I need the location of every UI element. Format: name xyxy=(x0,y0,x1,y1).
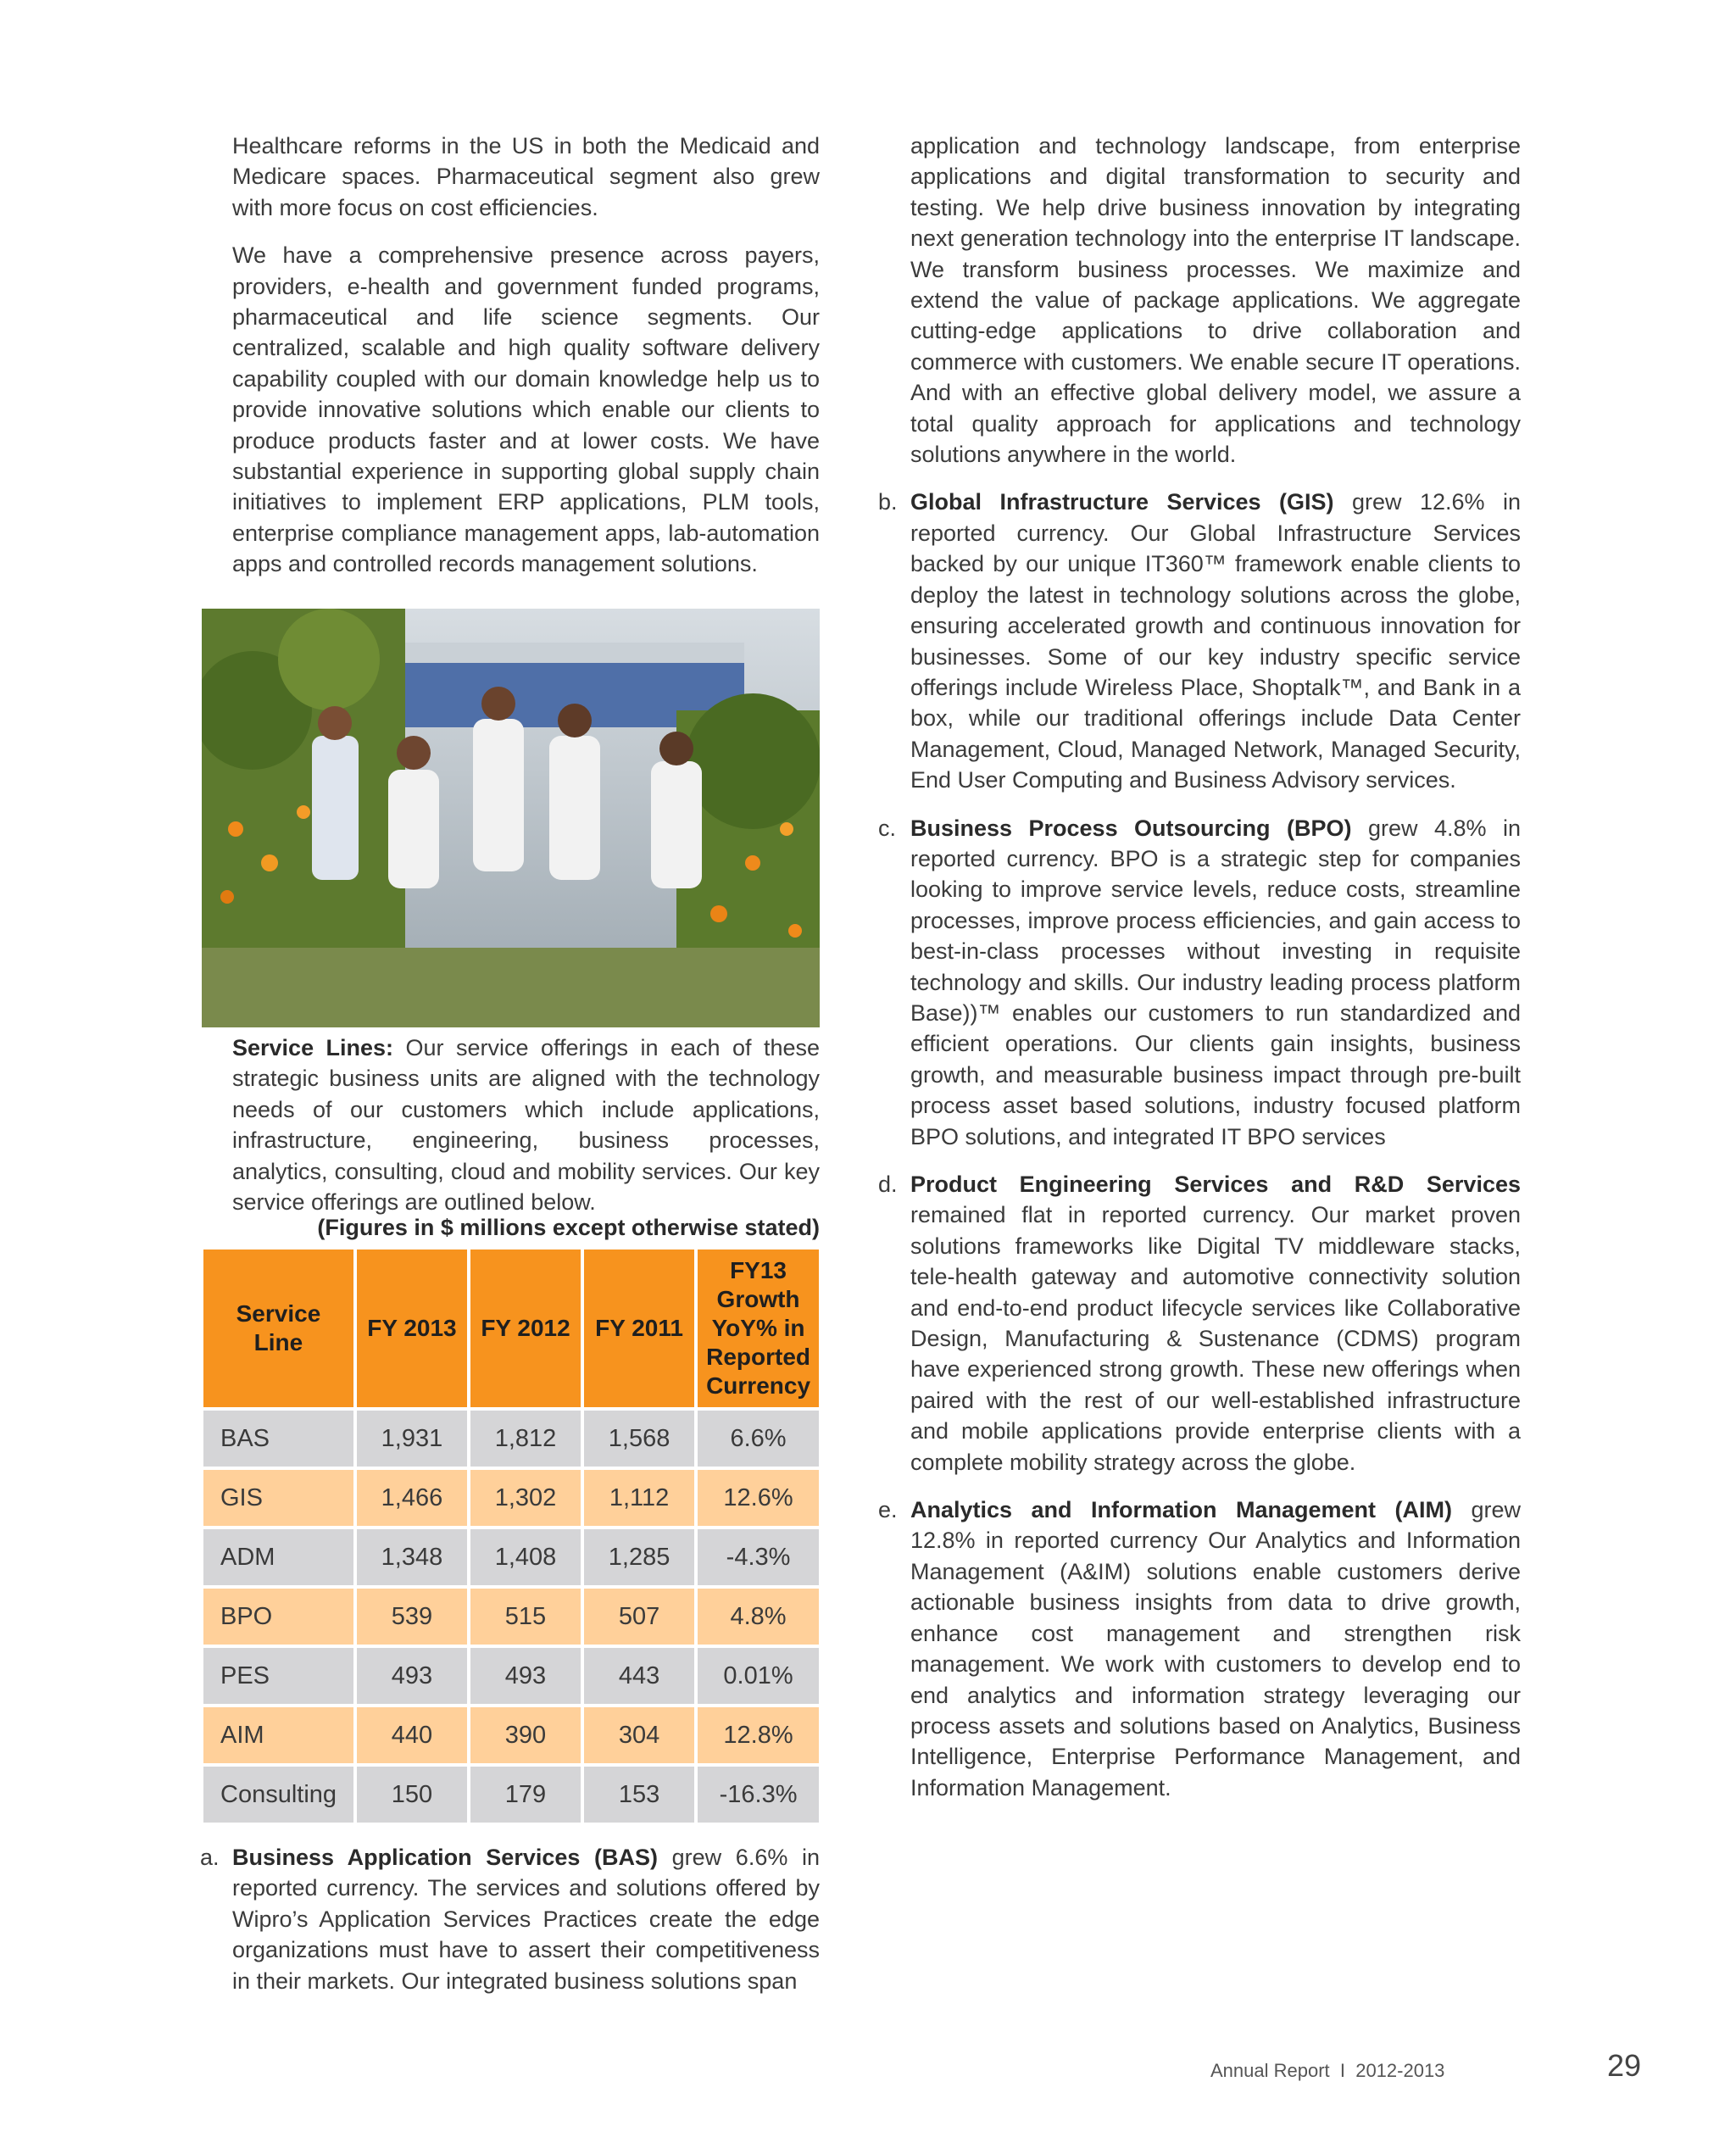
cell-fy2011: 1,285 xyxy=(584,1529,694,1585)
header-fy2012: FY 2012 xyxy=(470,1250,581,1407)
cell-fy2012: 515 xyxy=(470,1589,581,1645)
cell-fy2012: 1,408 xyxy=(470,1529,581,1585)
cell-growth: 4.8% xyxy=(698,1589,819,1645)
table-row xyxy=(203,1767,819,1823)
table-row xyxy=(203,1470,819,1526)
list-item-aim xyxy=(878,1494,1521,1803)
right-column xyxy=(878,131,1521,1820)
cell-growth: 12.8% xyxy=(698,1707,819,1763)
pes-title: Product Engineering Services and R&D Services xyxy=(910,1172,1521,1197)
left-column xyxy=(232,131,820,597)
cell-service-line: GIS xyxy=(203,1470,353,1526)
cell-service-line: Consulting xyxy=(203,1767,353,1823)
cell-fy2012: 179 xyxy=(470,1767,581,1823)
aim-text: grew 12.8% in reported currency Our Analytics and Information Management (A&IM) solutions enable customers derive actionable business insights from data to drive growth, enhance cost management and strengthen risk management. We work with customers to develop end to end analytics and information strategy leveraging our process assets and solutions based on Analytics, Business Intelligence, Enterprise Performance Management, and Information Management. xyxy=(910,1497,1521,1801)
bpo-title: Business Process Outsourcing (BPO) xyxy=(910,815,1352,841)
cell-fy2011: 507 xyxy=(584,1589,694,1645)
photo-illustration xyxy=(202,609,820,1027)
employees-photo xyxy=(202,609,820,1027)
header-growth: FY13 Growth YoY% in Reported Currency xyxy=(698,1250,819,1407)
cell-growth: -4.3% xyxy=(698,1529,819,1585)
list-marker: a. xyxy=(200,1845,220,1870)
cell-fy2012: 1,302 xyxy=(470,1470,581,1526)
list-item-bpo xyxy=(878,813,1521,1152)
cell-fy2013: 493 xyxy=(357,1648,467,1704)
cell-fy2013: 539 xyxy=(357,1589,467,1645)
table-row xyxy=(203,1411,819,1467)
table-row xyxy=(203,1589,819,1645)
bas-text: grew 6.6% in reported currency. The services and solutions offered by Wipro’s Application Services Practices create the edge organizations must have to assert their competitiveness in their markets. Our integrated business solutions span xyxy=(232,1845,820,1994)
paragraph-healthcare: Healthcare reforms in the US in both the Medicaid and Medicare spaces. Pharmaceutical segment also grew with more focus on cost efficiencies. xyxy=(232,133,820,220)
cell-growth: -16.3% xyxy=(698,1767,819,1823)
list-item-pes xyxy=(878,1169,1521,1478)
cell-fy2013: 1,931 xyxy=(357,1411,467,1467)
cell-service-line: BPO xyxy=(203,1589,353,1645)
header-service-line: Service Line xyxy=(203,1250,353,1407)
footer-report-title: Annual Report I 2012-2013 xyxy=(1210,2060,1445,2081)
cell-growth: 12.6% xyxy=(698,1470,819,1526)
header-fy2011: FY 2011 xyxy=(584,1250,694,1407)
paragraph-presence: We have a comprehensive presence across payers, providers, e-health and government funded programs, pharmaceutical and life science segments. Our centralized, scalable and high quality software delivery capability coupled with our domain knowledge help us to provide innovative solutions which enable our clients to produce products faster and at lower costs. We have substantial experience in supporting global supply chain initiatives to implement ERP applications, PLM tools, enterprise compliance management apps, lab-automation apps and controlled records management solutions. xyxy=(232,242,820,577)
cell-fy2011: 1,112 xyxy=(584,1470,694,1526)
cell-fy2013: 150 xyxy=(357,1767,467,1823)
table-row xyxy=(203,1648,819,1704)
service-lines-title: Service Lines: xyxy=(232,1035,394,1060)
cell-fy2011: 1,568 xyxy=(584,1411,694,1467)
aim-title: Analytics and Information Management (AIM) xyxy=(910,1497,1452,1523)
list-item-gis xyxy=(878,487,1521,795)
cell-fy2013: 440 xyxy=(357,1707,467,1763)
header-fy2013: FY 2013 xyxy=(357,1250,467,1407)
cell-fy2012: 1,812 xyxy=(470,1411,581,1467)
figures-note: (Figures in $ millions except otherwise stated) xyxy=(317,1215,820,1240)
cell-service-line: BAS xyxy=(203,1411,353,1467)
cell-service-line: PES xyxy=(203,1648,353,1704)
bas-title: Business Application Services (BAS) xyxy=(232,1845,659,1870)
table-header-row xyxy=(203,1250,819,1407)
table-row xyxy=(203,1529,819,1585)
gis-text: grew 12.6% in reported currency. Our Global Infrastructure Services backed by our unique IT360™ framework enable clients to deploy the latest in technology solutions across the globe, ensuring accelerated growth and continuous innovation for businesses. Some of our key industry specific service offerings include Wireless Place, Shoptalk™, and Bank in a box, while our traditional offerings include Data Center Management, Cloud, Managed Network, Managed Security, End User Computing and Business Advisory services. xyxy=(910,489,1521,793)
gis-title: Global Infrastructure Services (GIS) xyxy=(910,489,1334,515)
cell-fy2011: 304 xyxy=(584,1707,694,1763)
cell-fy2013: 1,466 xyxy=(357,1470,467,1526)
cell-growth: 6.6% xyxy=(698,1411,819,1467)
cell-fy2012: 390 xyxy=(470,1707,581,1763)
cell-fy2012: 493 xyxy=(470,1648,581,1704)
list-item-bas xyxy=(200,1842,820,1996)
pes-text: remained flat in reported currency. Our market proven solutions frameworks like Digital TV middleware stacks, tele-health gateway and automotive connectivity solution and end-to-end product lifecycle services like Collaborative Design, Manufacturing & Sustenance (CDMS) program have experienced strong growth. These new offerings when paired with the rest of our well-established infrastructure and mobile applications provide enterprise clients with a complete mobility strategy across the globe. xyxy=(910,1202,1521,1475)
list-marker: e. xyxy=(878,1497,898,1523)
cell-fy2013: 1,348 xyxy=(357,1529,467,1585)
list-marker: c. xyxy=(878,815,897,841)
cell-growth: 0.01% xyxy=(698,1648,819,1704)
cell-service-line: AIM xyxy=(203,1707,353,1763)
service-lines-text: Our service offerings in each of these strategic business units are aligned with the technology needs of our customers which include applications, infrastructure, engineering, business processes, analytics, consulting, cloud and mobility services. Our key service offerings are outlined below. xyxy=(232,1035,821,1216)
paragraph-application-landscape: application and technology landscape, from enterprise applications and digital transformation to security and testing. We help drive business innovation by integrating next generation technology into the enterprise IT landscape. We transform business processes. We maximize and extend the value of package applications. We aggregate cutting-edge applications to drive collaboration and commerce with customers. We enable secure IT operations. And with an effective global delivery model, we assure a total quality approach for applications and technology solutions anywhere in the world. xyxy=(910,133,1521,468)
bpo-text: grew 4.8% in reported currency. BPO is a strategic step for companies looking to improve service levels, reduce costs, streamline processes, improve process efficiencies, and gain access to best-in-class processes without investing in requisite technology and skills. Our industry leading process platform Base))™ enables our customers to run standardized and efficient operations. Our clients gain insights, business growth, and measurable business impact through pre-built process asset based solutions, industry focused platform BPO solutions, and integrated IT BPO services xyxy=(910,815,1521,1149)
service-lines-caption xyxy=(232,1032,820,1217)
cell-fy2011: 443 xyxy=(584,1648,694,1704)
cell-fy2011: 153 xyxy=(584,1767,694,1823)
list-marker: b. xyxy=(878,489,898,515)
page-number: 29 xyxy=(1607,2048,1642,2083)
cell-service-line: ADM xyxy=(203,1529,353,1585)
list-marker: d. xyxy=(878,1172,898,1197)
table-row xyxy=(203,1707,819,1763)
service-line-table xyxy=(200,1246,822,1826)
